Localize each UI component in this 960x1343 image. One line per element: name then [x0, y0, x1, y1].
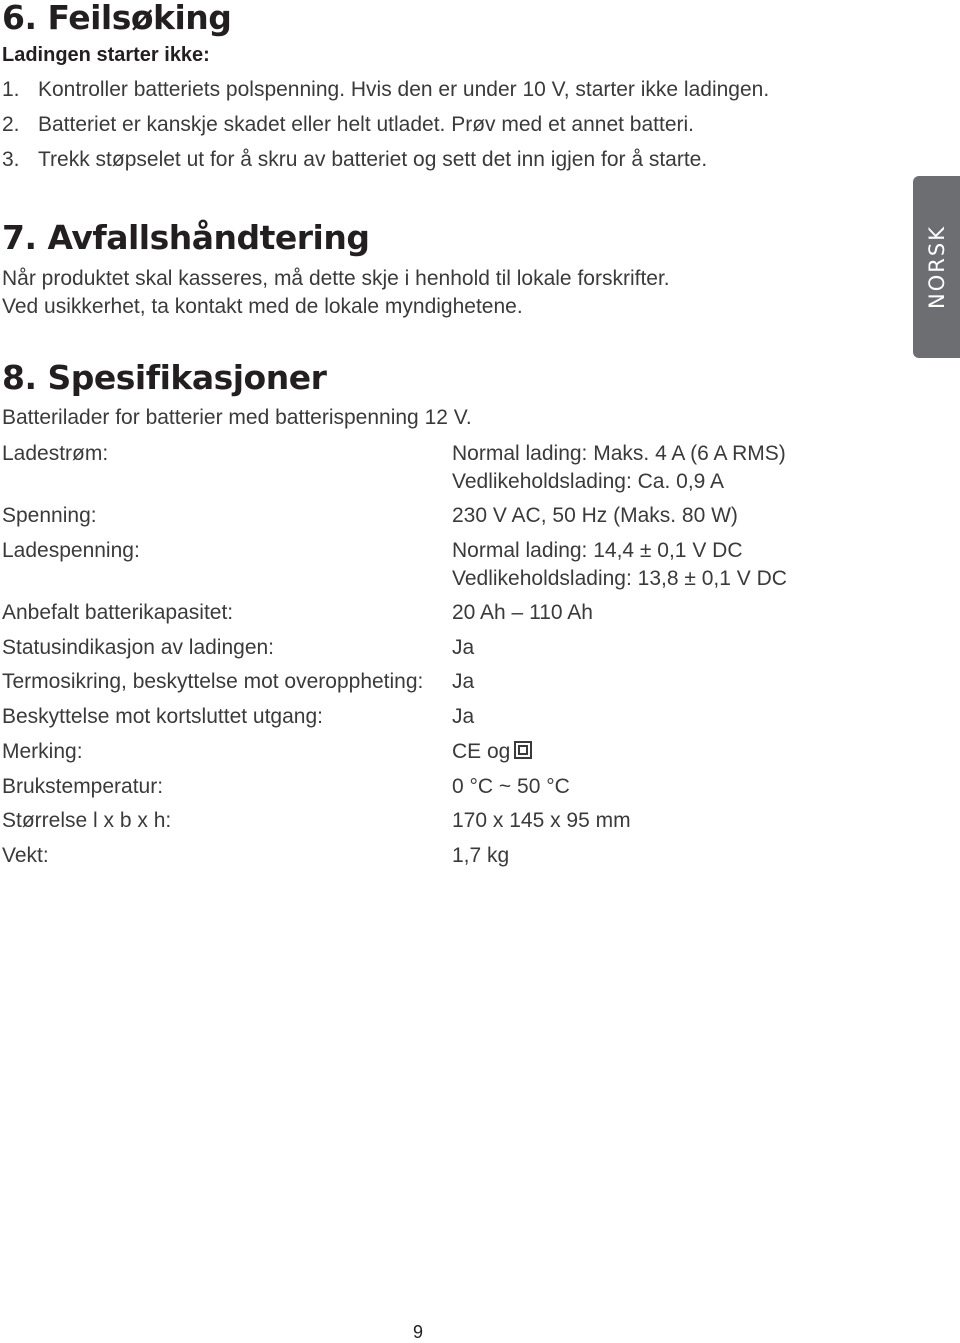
section-8-intro: Batterilader for batterier med batterispenning 12 V. [2, 406, 472, 429]
double-insulation-icon [514, 741, 532, 759]
spec-label: Spenning: [2, 504, 97, 527]
spec-value: CE og [452, 738, 532, 766]
spec-label: Ladestrøm: [2, 442, 109, 465]
spec-value: Ja [452, 670, 475, 693]
spec-label: Anbefalt batterikapasitet: [2, 601, 234, 624]
language-side-tab [913, 176, 960, 358]
list-item: 1. Kontroller batteriets polspenning. Hvis den er under 10 V, starter ikke ladingen. [2, 78, 770, 101]
spec-value: 20 Ah – 110 Ah [452, 601, 593, 624]
spec-label: Størrelse l x b x h: [2, 809, 172, 832]
spec-value: 230 V AC, 50 Hz (Maks. 80 W) [452, 504, 738, 527]
spec-label: Statusindikasjon av ladingen: [2, 636, 275, 659]
list-item: 2. Batteriet er kanskje skadet eller helt utladet. Prøv med et annet batteri. [2, 113, 695, 136]
spec-value: Normal lading: Maks. 4 A (6 A RMS) Vedlikeholdslading: Ca. 0,9 A [452, 442, 786, 493]
spec-value: 0 °C ~ 50 °C [452, 775, 570, 798]
spec-label: Termosikring, beskyttelse mot overoppheting: [2, 670, 424, 693]
spec-value: 170 x 145 x 95 mm [452, 809, 631, 832]
section-7-text-line-1: Når produktet skal kasseres, må dette skje i henhold til lokale forskrifter. [2, 267, 670, 290]
spec-label: Ladespenning: [2, 539, 140, 562]
section-7-text-line-2: Ved usikkerhet, ta kontakt med de lokale myndighetene. [2, 295, 523, 318]
spec-label: Brukstemperatur: [2, 775, 164, 798]
spec-value: Normal lading: 14,4 ± 0,1 V DC Vedlikeholdslading: 13,8 ± 0,1 V DC [452, 539, 787, 590]
spec-label: Merking: [2, 740, 83, 763]
spec-value: 1,7 kg [452, 844, 510, 867]
section-6-title: 6. Feilsøking [2, 0, 232, 37]
spec-value: Ja [452, 636, 475, 659]
section-6-subtitle: Ladingen starter ikke: [2, 44, 210, 66]
list-item: 3. Trekk støpselet ut for å skru av batteriet og sett det inn igjen for å starte. [2, 148, 708, 171]
spec-label: Beskyttelse mot kortsluttet utgang: [2, 705, 323, 728]
spec-value: Ja [452, 705, 475, 728]
section-7-title: 7. Avfallshåndtering [2, 218, 370, 257]
language-tab-label: NORSK [924, 225, 949, 309]
page-number: 9 [413, 1322, 424, 1342]
spec-label: Vekt: [2, 844, 49, 867]
section-8-title: 8. Spesifikasjoner [2, 358, 327, 397]
